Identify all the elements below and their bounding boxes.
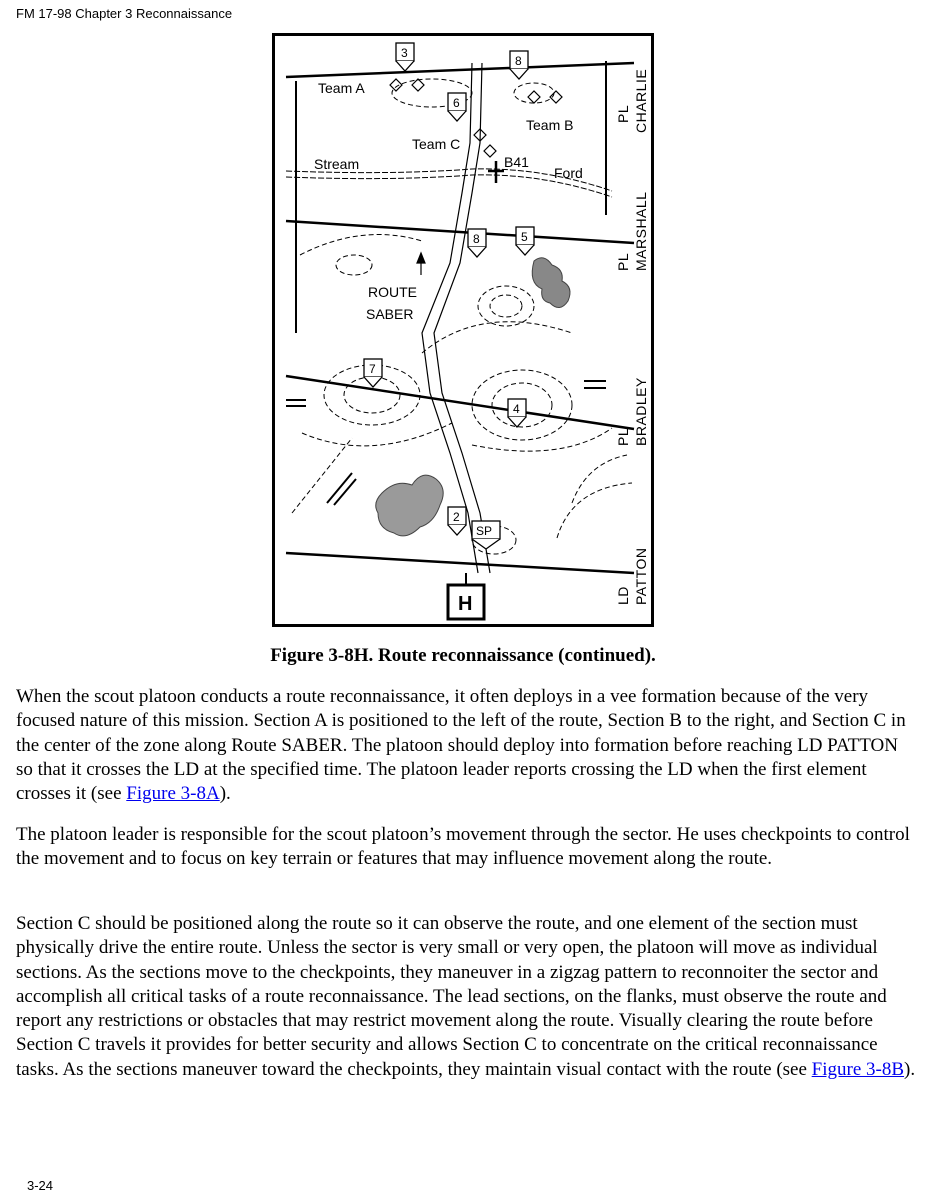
svg-text:4: 4	[513, 402, 520, 416]
svg-text:6: 6	[453, 96, 460, 110]
svg-text:SP: SP	[476, 524, 493, 538]
route-reconnaissance-map	[272, 33, 654, 627]
team-a-label: Team A	[318, 80, 365, 96]
svg-text:PL: PL	[615, 427, 631, 446]
paragraph-3-text: Section C should be positioned along the route so it can observe the route, and one element of the section must physically drive the entire route. Unless the sector is very small or very open, the platoon will move as individual sections. As the sections move to the checkpoints, they maneuver in a zigzag pattern to reconnoiter the sector and accomplish all critical tasks of a route reconnaissance. The lead sections, on the flanks, must observe the route and report any restrictions or obstacles that may restrict movement along the route. Visually clearing the route before Section C travels it provides for better security and allows Section C to concentrate on the critical reconnaissance tasks. As the sections maneuver toward the checkpoints, they maintain visual contact with the route (see	[16, 913, 887, 1080]
svg-text:PL: PL	[615, 252, 631, 271]
figure-caption: Figure 3-8H. Route reconnaissance (continued).	[270, 645, 656, 666]
svg-text:8: 8	[473, 232, 480, 246]
paragraph-3-tail: ).	[904, 1058, 916, 1080]
saber-label: SABER	[366, 306, 414, 322]
svg-text:MARSHALL: MARSHALL	[633, 191, 649, 271]
paragraph-3	[16, 912, 916, 1082]
figure-3-8b-link[interactable]: Figure 3-8B	[811, 1058, 905, 1080]
svg-text:7: 7	[369, 362, 376, 376]
route-label: ROUTE	[368, 284, 417, 300]
svg-text:3: 3	[401, 46, 408, 60]
svg-text:8: 8	[515, 54, 522, 68]
stream-label: Stream	[314, 156, 360, 172]
b41-label: B41	[504, 154, 529, 170]
paragraph-1-tail: ).	[219, 783, 231, 805]
figure-3-8a-link[interactable]: Figure 3-8A	[126, 783, 220, 805]
svg-text:PATTON: PATTON	[633, 547, 649, 605]
ford-label: Ford	[554, 165, 583, 181]
map-frame	[274, 35, 653, 626]
svg-text:2: 2	[453, 510, 460, 524]
svg-text:PL: PL	[615, 104, 631, 123]
page-number: 3-24	[27, 1178, 54, 1193]
paragraph-1	[16, 685, 916, 806]
team-b-label: Team B	[526, 117, 574, 133]
svg-text:5: 5	[521, 230, 528, 244]
svg-text:LD: LD	[615, 586, 631, 605]
svg-text:CHARLIE: CHARLIE	[633, 68, 649, 133]
team-c-label: Team C	[412, 136, 461, 152]
svg-text:BRADLEY: BRADLEY	[633, 377, 649, 446]
svg-text:H: H	[458, 593, 473, 615]
paragraph-1-text: When the scout platoon conducts a route reconnaissance, it often deploys in a vee formation because of the very focused nature of this mission. Section A is positioned to the left of the route, Section B to the right, and Section C in the center of the zone along Route SABER. The platoon should deploy into formation before reaching LD PATTON so that it crosses the LD at the specified time. The platoon leader reports crossing the LD when the first element crosses it (see	[16, 686, 906, 805]
paragraph-2: The platoon leader is responsible for the scout platoon’s movement through the sector. He uses checkpoints to control the movement and to focus on key terrain or features that may influence movement along the route.	[16, 824, 910, 870]
running-header: FM 17-98 Chapter 3 Reconnaissance	[16, 6, 233, 21]
